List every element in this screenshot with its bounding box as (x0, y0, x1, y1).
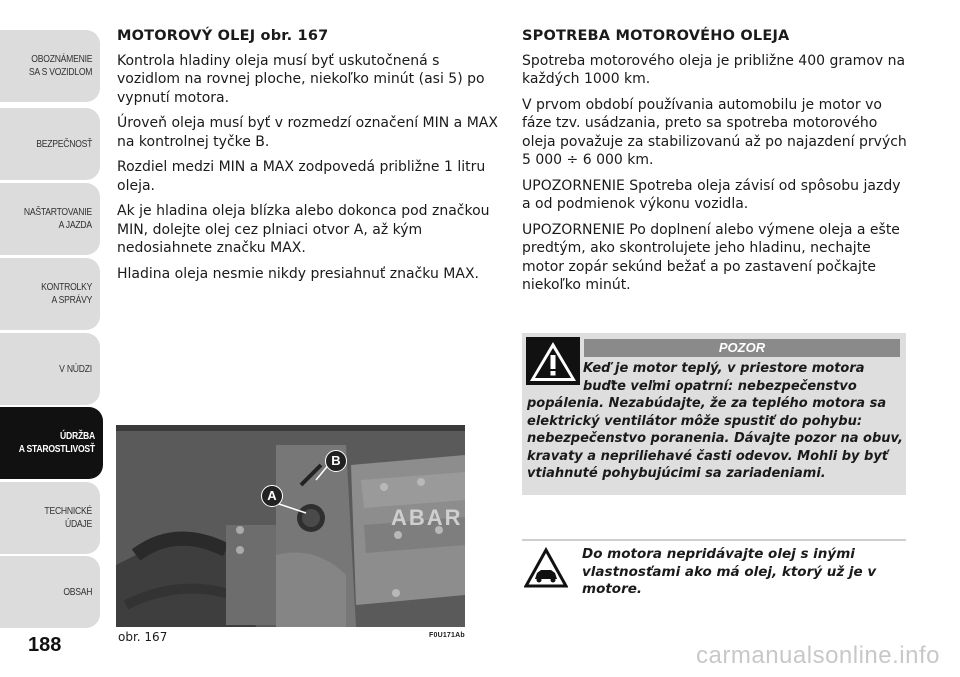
paragraph: Kontrola hladiny oleja musí byť uskutočnená s vozidlom na rovnej ploche, niekoľko minút (asi 5) po vypnutí motora. (117, 52, 485, 106)
tab-udrzba[interactable]: ÚDRŽBA A STAROSTLIVOSŤ (0, 407, 103, 479)
left-column (117, 27, 502, 290)
paragraph: Hladina oleja nesmie nikdy presiahnuť značku MAX. (117, 265, 479, 282)
paragraph: V prvom období používania automobilu je motor vo fáze tzv. usádzania, preto sa spotreba motorového oleja považuje za stabilizovanú až po najazdení prvých 5 000 ÷ 6 000 km. (522, 96, 907, 168)
tab-technicke-udaje[interactable]: TECHNICKÉ ÚDAJE (0, 482, 100, 554)
tab-oboznamenie[interactable]: OBOZNÁMENIE SA S VOZIDLOM (0, 30, 100, 102)
warning-text-first: Keď je motor teplý, v priestore motora buďte veľmi opatrní: nebezpečenstvo (583, 361, 865, 394)
note-text: Do motora nepridávajte olej s inými vlastnosťami ako má olej, ktorý už je v motore. (582, 546, 877, 597)
warning-title: POZOR (584, 339, 900, 357)
callout-b: B (325, 450, 347, 472)
watermark: carmanualsonline.info (696, 642, 940, 669)
tab-kontrolky[interactable]: KONTROLKY A SPRÁVY (0, 258, 100, 330)
figure-caption: obr. 167 (118, 630, 168, 644)
right-column (522, 27, 907, 302)
callout-a: A (261, 485, 283, 507)
paragraph: UPOZORNENIE Po doplnení alebo výmene oleja a ešte predtým, ako skontrolujete jeho hladinu, nechajte motor zopár sekúnd bežať a po zastavení počkajte niekoľko minút. (522, 221, 900, 293)
page-number: 188 (28, 634, 62, 656)
divider (522, 539, 906, 541)
warning-text-rest: popálenia. Nezabúdajte, že za teplého motora sa elektrický ventilátor môže spustiť do pohybu: nebezpečenstvo poranenia. Dávajte pozor na obuv, kravaty a nepriliehavé časti odevov. Mohli by byť vtiahnuté pohybujúcimi sa zariadeniami. (527, 396, 903, 481)
warning-text (527, 360, 903, 483)
tab-v-nudzi[interactable]: V NÚDZI (0, 333, 100, 405)
paragraph: Ak je hladina oleja blízka alebo dokonca pod značkou MIN, dolejte olej cez plniaci otvor A, až kým nedosiahnete značku MAX. (117, 203, 490, 256)
section-heading-engine-oil: MOTOROVÝ OLEJ obr. 167 (117, 28, 329, 44)
figure-code: F0U171Ab (429, 632, 465, 639)
paragraph: Spotreba motorového oleja je približne 400 gramov na každých 1000 km. (522, 52, 906, 87)
tab-obsah[interactable]: OBSAH (0, 556, 100, 628)
tab-bezpecnost[interactable]: BEZPEČNOSŤ (0, 108, 100, 180)
paragraph: Rozdiel medzi MIN a MAX zodpovedá približne 1 litru oleja. (117, 159, 486, 194)
engine-brand-text: ABAR (391, 505, 463, 530)
paragraph: UPOZORNENIE Spotreba oleja závisí od spôsobu jazdy a od podmienok výkonu vozidla. (522, 177, 901, 212)
engine-photo (116, 425, 465, 627)
section-heading-oil-consumption: SPOTREBA MOTOROVÉHO OLEJA (522, 28, 790, 44)
tab-nastartovanie[interactable]: NAŠTARTOVANIE A JAZDA (0, 183, 100, 255)
paragraph: Úroveň oleja musí byť v rozmedzí označení MIN a MAX na kontrolnej tyčke B. (117, 115, 498, 150)
car-caution-icon (524, 546, 568, 590)
